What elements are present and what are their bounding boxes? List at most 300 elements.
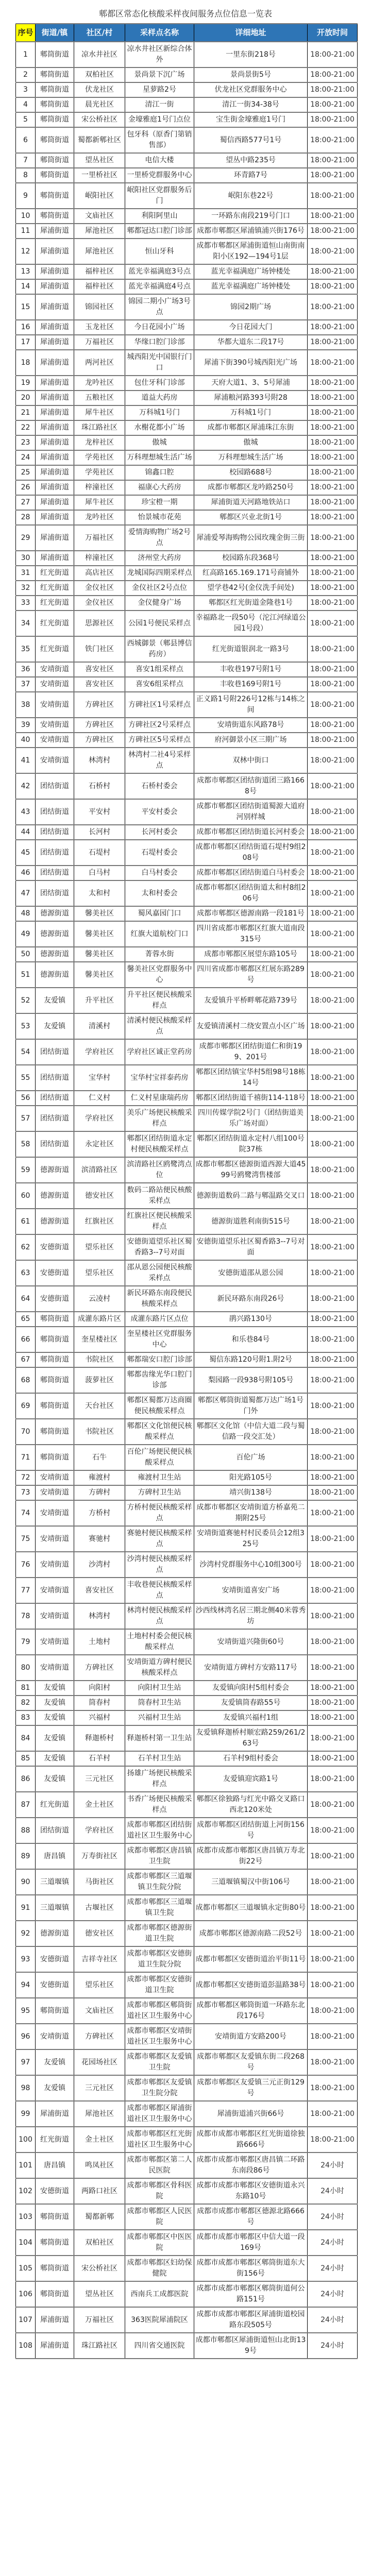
cell-index: 74 [16, 1500, 36, 1526]
cell-index: 24 [16, 450, 36, 465]
cell-open-time: 18:00-21:00 [308, 465, 358, 480]
cell-site-name: 西南兵工成都医院 [125, 2281, 194, 2307]
table-row [16, 1751, 358, 1766]
cell-site-name: 石桥村委会 [125, 773, 194, 799]
header-address: 详细地址 [194, 24, 308, 42]
cell-community: 万福社区 [74, 525, 125, 551]
cell-address: 一环路东南段219号门口 [194, 209, 308, 224]
cell-index: 106 [16, 2281, 36, 2307]
cell-index: 57 [16, 1106, 36, 1131]
cell-street: 犀浦街道 [36, 405, 74, 420]
cell-street: 郫筒街道 [36, 168, 74, 183]
cell-open-time: 18:00-21:00 [308, 1629, 358, 1655]
cell-index: 105 [16, 2256, 36, 2281]
cell-site-name: 成都市郫都区德源街道卫生院 [125, 1921, 194, 1946]
cell-index: 73 [16, 1485, 36, 1500]
cell-street: 红光街道 [36, 566, 74, 581]
cell-index: 54 [16, 1039, 36, 1065]
cell-community: 馨美社区 [74, 947, 125, 962]
cell-street: 德源街道 [36, 1157, 74, 1183]
cell-index: 67 [16, 1352, 36, 1367]
cell-site-name: 雍渡村卫生站 [125, 1470, 194, 1485]
cell-site-name: 蜀风嘉园门口 [125, 906, 194, 921]
cell-site-name: 奎星楼社区党群服务中心 [125, 1327, 194, 1352]
cell-community: 土地村 [74, 1629, 125, 1655]
table-row [16, 1725, 358, 1751]
cell-street: 安靖街道 [36, 1629, 74, 1655]
cell-site-name: 凉水井社区新综合体外 [125, 42, 194, 67]
cell-site-name: 喜安1组采样点 [125, 662, 194, 677]
cell-index: 25 [16, 465, 36, 480]
cell-street: 红光街道 [36, 581, 74, 596]
cell-street: 犀浦街道 [36, 525, 74, 551]
cell-open-time: 18:00-21:00 [308, 1485, 358, 1500]
cell-index: 45 [16, 840, 36, 866]
cell-site-name: 城西阳光中国银行门口 [125, 350, 194, 376]
table-row [16, 510, 358, 525]
cell-open-time: 18:00-21:00 [308, 450, 358, 465]
table-row [16, 320, 358, 335]
cell-site-name: 一里桥党群服务中心 [125, 168, 194, 183]
table-row [16, 718, 358, 733]
cell-open-time: 18:00-21:00 [308, 1946, 358, 1972]
cell-open-time: 18:00-21:00 [308, 510, 358, 525]
cell-site-name: 电信大楼 [125, 153, 194, 168]
cell-open-time: 18:00-21:00 [308, 1751, 358, 1766]
cell-site-name: 成都市郫都区第二人民医院 [125, 2153, 194, 2178]
table-row [16, 42, 358, 67]
cell-address: 犀浦下街390号城西阳光广场 [194, 350, 308, 376]
cell-index: 5 [16, 112, 36, 127]
cell-community: 学苑社区 [74, 450, 125, 465]
cell-street: 郫筒街道 [36, 1367, 74, 1393]
cell-street: 犀浦街道 [36, 551, 74, 566]
cell-community: 石堤村 [74, 840, 125, 866]
cell-address: 四川传媒学院2号门（团结街道美乐广场对面） [194, 1106, 308, 1131]
cell-open-time: 18:00-21:00 [308, 480, 358, 495]
cell-street: 友爱镇 [36, 988, 74, 1013]
cell-community: 兴福村 [74, 1710, 125, 1725]
cell-address: 天府大道1、3、5号犀浦 [194, 376, 308, 391]
cell-address: 犀浦爱琴海购物公园玫瑰金街三街 [194, 525, 308, 551]
cell-community: 犀池社区 [74, 2101, 125, 2127]
cell-index: 33 [16, 596, 36, 611]
cell-site-name: 百伦广场便民便民核酸采样点 [125, 1445, 194, 1470]
cell-community: 铁门社区 [74, 636, 125, 662]
cell-street: 团结街道 [36, 880, 74, 906]
cell-community: 望丛社区 [74, 2281, 125, 2307]
cell-index: 37 [16, 677, 36, 692]
cell-street: 安靖街道 [36, 1485, 74, 1500]
cell-open-time: 18:00-21:00 [308, 692, 358, 718]
table-row [16, 2024, 358, 2049]
cell-address: 安靖街道赛驰村村民委员会12组325号 [194, 1526, 308, 1552]
cell-site-name: 成都市郫都区人民医院 [125, 2204, 194, 2230]
header-site-name: 采样点名称 [125, 24, 194, 42]
table-row [16, 799, 358, 825]
table-row [16, 1843, 358, 1869]
cell-address: 安靖街道兴隆街60号 [194, 1629, 308, 1655]
cell-street: 安靖街道 [36, 1552, 74, 1578]
cell-street: 郫筒街道 [36, 1445, 74, 1470]
cell-community: 岷阳社区 [74, 183, 125, 209]
cell-community: 长河村 [74, 825, 125, 840]
cell-street: 郫筒街道 [36, 153, 74, 168]
cell-address: 成都市郫都区德源南路一段181号 [194, 906, 308, 921]
cell-open-time: 18:00-21:00 [308, 435, 358, 450]
cell-open-time: 18:00-21:00 [308, 773, 358, 799]
cell-index: 55 [16, 1065, 36, 1091]
cell-community: 凉水井社区 [74, 42, 125, 67]
cell-site-name: 西城御景（郫县博信药房） [125, 636, 194, 662]
cell-community: 三元社区 [74, 1766, 125, 1792]
table-row [16, 2204, 358, 2230]
cell-street: 犀浦街道 [36, 2307, 74, 2333]
cell-address: 安靖街道喜安广场 [194, 1578, 308, 1603]
cell-index: 79 [16, 1629, 36, 1655]
table-row [16, 1260, 358, 1286]
cell-address: 靖兴街138号 [194, 1485, 308, 1500]
cell-open-time: 18:00-21:00 [308, 1352, 358, 1367]
cell-index: 30 [16, 551, 36, 566]
cell-community: 吉祥寺社区 [74, 1946, 125, 1972]
table-row [16, 209, 358, 224]
cell-street: 三道堰镇 [36, 1895, 74, 1921]
cell-open-time: 18:00-21:00 [308, 1327, 358, 1352]
cell-community: 万福社区 [74, 2307, 125, 2333]
cell-street: 德源街道 [36, 906, 74, 921]
cell-address: 成都市成都市郫都区犀浦街道校园路东段505号 [194, 2307, 308, 2333]
cell-open-time: 18:00-21:00 [308, 988, 358, 1013]
cell-site-name: 锦鑫口腔 [125, 465, 194, 480]
cell-community: 玉龙社区 [74, 320, 125, 335]
cell-open-time: 18:00-21:00 [308, 1552, 358, 1578]
cell-address: 成都市郫都区团结街道蜀源大道府河别样城 [194, 799, 308, 825]
cell-open-time: 18:00-21:00 [308, 495, 358, 510]
cell-street: 安靖街道 [36, 662, 74, 677]
table-row [16, 566, 358, 581]
cell-index: 64 [16, 1286, 36, 1312]
cell-open-time: 18:00-21:00 [308, 97, 358, 112]
cell-street: 友爱镇 [36, 2049, 74, 2075]
cell-address: 双林中街口 [194, 748, 308, 773]
cell-address: 沙湾村党群服务中心10组300号 [194, 1552, 308, 1578]
cell-community: 清溪村 [74, 1013, 125, 1039]
cell-open-time: 18:00-21:00 [308, 1106, 358, 1131]
cell-site-name: 包牙科（原香门第销售部） [125, 127, 194, 153]
cell-index: 66 [16, 1327, 36, 1352]
cell-index: 28 [16, 510, 36, 525]
cell-address: 清江一街34-38号 [194, 97, 308, 112]
cell-index: 71 [16, 1445, 36, 1470]
cell-community: 蜀都新郫社区 [74, 127, 125, 153]
table-row [16, 224, 358, 239]
cell-street: 郫筒街道 [36, 97, 74, 112]
table-row [16, 1485, 358, 1500]
cell-address: 锦园2期广场 [194, 294, 308, 320]
cell-community: 文庙社区 [74, 1998, 125, 2024]
table-row [16, 581, 358, 596]
table-row [16, 420, 358, 435]
cell-site-name: 清江一街 [125, 97, 194, 112]
cell-community: 学苑社区 [74, 465, 125, 480]
cell-index: 39 [16, 718, 36, 733]
cell-community: 学府社区 [74, 1039, 125, 1065]
cell-open-time: 18:00-21:00 [308, 1921, 358, 1946]
cell-site-name: 景尚景下沉广场 [125, 67, 194, 82]
cell-index: 16 [16, 320, 36, 335]
cell-address: 丰收巷197号附1号 [194, 662, 308, 677]
table-row [16, 2075, 358, 2101]
table-row [16, 1039, 358, 1065]
cell-street: 红光街道 [36, 2127, 74, 2153]
cell-open-time: 18:00-21:00 [308, 921, 358, 947]
cell-community: 仁义村 [74, 1091, 125, 1106]
cell-site-name: 郫都齿缘光华口腔门诊部 [125, 1367, 194, 1393]
cell-street: 唐昌镇 [36, 1843, 74, 1869]
cell-street: 安靖街道 [36, 1500, 74, 1526]
cell-site-name: 爱情海购物广场2号点 [125, 525, 194, 551]
cell-community: 林湾村 [74, 1603, 125, 1629]
cell-street: 郫筒街道 [36, 82, 74, 97]
cell-community: 宋公桥社区 [74, 2256, 125, 2281]
cell-site-name: 白马村委会 [125, 866, 194, 880]
table-row [16, 480, 358, 495]
cell-open-time: 24小时 [308, 2153, 358, 2178]
cell-address: 成都市郫都区犀浦珠江东街 [194, 420, 308, 435]
cell-street: 团结街道 [36, 1065, 74, 1091]
table-row [16, 1352, 358, 1367]
cell-index: 27 [16, 495, 36, 510]
cell-index: 92 [16, 1921, 36, 1946]
cell-index: 70 [16, 1419, 36, 1445]
cell-community: 向阳村 [74, 1681, 125, 1696]
cell-open-time: 18:00-21:00 [308, 1578, 358, 1603]
cell-index: 20 [16, 391, 36, 405]
cell-index: 4 [16, 97, 36, 112]
cell-open-time: 18:00-21:00 [308, 153, 358, 168]
table-row [16, 239, 358, 264]
cell-address: 德源街道胜利南街515号 [194, 1209, 308, 1234]
cell-open-time: 18:00-21:00 [308, 1895, 358, 1921]
cell-community: 蜀都新郫 [74, 2204, 125, 2230]
cell-street: 安德街道 [36, 1234, 74, 1260]
cell-street: 安德街道 [36, 1260, 74, 1286]
cell-address: 三道堰镇蜀汉中街106号 [194, 1869, 308, 1895]
cell-open-time: 18:00-21:00 [308, 1091, 358, 1106]
cell-index: 81 [16, 1681, 36, 1696]
cell-index: 76 [16, 1552, 36, 1578]
cell-index: 15 [16, 294, 36, 320]
cell-index: 19 [16, 376, 36, 391]
cell-community: 赛驰村 [74, 1526, 125, 1552]
table-row [16, 1766, 358, 1792]
cell-address: 成都市郫都区团结街道仁和街199、201号 [194, 1039, 308, 1065]
table-row [16, 153, 358, 168]
cell-open-time: 18:00-21:00 [308, 581, 358, 596]
cell-community: 金仪社区 [74, 581, 125, 596]
cell-address: 景尚景街5号 [194, 67, 308, 82]
cell-address: 宝生街金壕雅庭1号门 [194, 112, 308, 127]
cell-index: 18 [16, 350, 36, 376]
cell-site-name: 石堤村委会 [125, 840, 194, 866]
cell-open-time: 18:00-21:00 [308, 1419, 358, 1445]
cell-index: 86 [16, 1766, 36, 1792]
cell-index: 94 [16, 1972, 36, 1998]
cell-index: 48 [16, 906, 36, 921]
table-row [16, 1946, 358, 1972]
cell-community: 永定社区 [74, 1131, 125, 1157]
cell-open-time: 18:00-21:00 [308, 2127, 358, 2153]
cell-site-name: 福康心大药房 [125, 480, 194, 495]
cell-site-name: 石羊村卫生站 [125, 1751, 194, 1766]
cell-community: 双柏社区 [74, 67, 125, 82]
cell-index: 63 [16, 1260, 36, 1286]
table-row [16, 1792, 358, 1818]
cell-open-time: 18:00-21:00 [308, 718, 358, 733]
cell-site-name: 数码二路站便民核酸采样点 [125, 1183, 194, 1209]
table-row [16, 1286, 358, 1312]
cell-open-time: 18:00-21:00 [308, 677, 358, 692]
cell-address: 郫都区红光街道金隆巷1号 [194, 596, 308, 611]
cell-open-time: 18:00-21:00 [308, 209, 358, 224]
table-row [16, 1419, 358, 1445]
table-row [16, 1234, 358, 1260]
cell-community: 花园场社区 [74, 2049, 125, 2075]
cell-site-name: 成都市郫都区安靖街道社区卫生服务中心 [125, 2024, 194, 2049]
cell-open-time: 18:00-21:00 [308, 1445, 358, 1470]
cell-community: 两路口社区 [74, 2178, 125, 2204]
cell-open-time: 18:00-21:00 [308, 611, 358, 636]
cell-street: 犀浦街道 [36, 510, 74, 525]
table-row [16, 636, 358, 662]
cell-community: 文庙社区 [74, 209, 125, 224]
cell-address: 红光街道银润北一路3号 [194, 636, 308, 662]
cell-index: 87 [16, 1792, 36, 1818]
cell-site-name: 万科城1号门 [125, 405, 194, 420]
cell-street: 安德街道 [36, 1286, 74, 1312]
cell-street: 团结街道 [36, 1818, 74, 1843]
cell-index: 6 [16, 127, 36, 153]
cell-address: 蜀信西路577号1号 [194, 127, 308, 153]
cell-community: 珠江路社区 [74, 2333, 125, 2359]
cell-index: 51 [16, 962, 36, 988]
cell-site-name: 红旗大道航校门口 [125, 921, 194, 947]
cell-index: 77 [16, 1578, 36, 1603]
cell-open-time: 18:00-21:00 [308, 183, 358, 209]
cell-open-time: 18:00-21:00 [308, 168, 358, 183]
cell-street: 犀浦街道 [36, 495, 74, 510]
cell-site-name: 馨美社区党群服务中心 [125, 962, 194, 988]
cell-address: 和乐巷84号 [194, 1327, 308, 1352]
cell-site-name: 郫都区文化馆便民核酸采样点 [125, 1419, 194, 1445]
cell-street: 郫筒街道 [36, 67, 74, 82]
cell-address: 安靖街道东风路78号 [194, 718, 308, 733]
cell-open-time: 18:00-21:00 [308, 1869, 358, 1895]
cell-site-name: 包仕牙科门诊部 [125, 376, 194, 391]
cell-community: 雍渡村 [74, 1470, 125, 1485]
cell-address: 犀浦街道天河路地铁站口 [194, 495, 308, 510]
cell-community: 望丛社区 [74, 153, 125, 168]
cell-street: 德源街道 [36, 1209, 74, 1234]
cell-index: 91 [16, 1895, 36, 1921]
cell-open-time: 18:00-21:00 [308, 962, 358, 988]
cell-community: 喜安社区 [74, 1578, 125, 1603]
cell-index: 49 [16, 921, 36, 947]
cell-address: 万科理想城生活广场 [194, 450, 308, 465]
cell-address: 成都市郫都区犀浦镇浦兴街176号 [194, 224, 308, 239]
cell-index: 65 [16, 1312, 36, 1327]
cell-site-name: 363医院犀浦院区 [125, 2307, 194, 2333]
cell-community: 犀牛社区 [74, 495, 125, 510]
cell-community: 方碑社区 [74, 2024, 125, 2049]
cell-site-name: 喜安6组采样点 [125, 677, 194, 692]
cell-address: 丰收巷169号附1号 [194, 677, 308, 692]
cell-site-name: 济州堂大药房 [125, 551, 194, 566]
cell-open-time: 18:00-21:00 [308, 335, 358, 350]
cell-community: 望乐社区 [74, 1234, 125, 1260]
cell-street: 犀浦街道 [36, 391, 74, 405]
cell-index: 11 [16, 224, 36, 239]
cell-address: 成都市郫都区德源南路二段52号 [194, 1921, 308, 1946]
cell-site-name: 万科理想城生活广场 [125, 450, 194, 465]
table-row [16, 1895, 358, 1921]
cell-open-time: 24小时 [308, 2281, 358, 2307]
cell-index: 34 [16, 611, 36, 636]
cell-community: 馨美社区 [74, 962, 125, 988]
cell-site-name: 土地村村委会便民核酸采样点 [125, 1629, 194, 1655]
cell-street: 团结街道 [36, 840, 74, 866]
cell-address: 正义路1号附226号12栋与14栋之间 [194, 692, 308, 718]
cell-community: 书院社区 [74, 1419, 125, 1445]
cell-street: 安德街道 [36, 2178, 74, 2204]
cell-community: 云凌村 [74, 1286, 125, 1312]
cell-open-time: 18:00-21:00 [308, 239, 358, 264]
cell-address: 成都市成都市郫都区郫筒街道何公路151号 [194, 2281, 308, 2307]
cell-index: 42 [16, 773, 36, 799]
cell-community: 德安社区 [74, 1183, 125, 1209]
cell-open-time: 18:00-21:00 [308, 420, 358, 435]
cell-index: 32 [16, 581, 36, 596]
cell-address: 沙西线林湾名居三期北侧40米蓉秀坊 [194, 1603, 308, 1629]
cell-site-name: 邵从恩公园便民核酸采样点 [125, 1260, 194, 1286]
cell-open-time: 18:00-21:00 [308, 525, 358, 551]
cell-open-time: 18:00-21:00 [308, 1393, 358, 1419]
cell-index: 93 [16, 1946, 36, 1972]
cell-community: 方碑社区 [74, 733, 125, 748]
cell-address: 蓝光幸福满庭广场钟楼处 [194, 264, 308, 279]
cell-open-time: 18:00-21:00 [308, 2024, 358, 2049]
cell-open-time: 18:00-21:00 [308, 1183, 358, 1209]
cell-index: 52 [16, 988, 36, 1013]
table-row [16, 551, 358, 566]
cell-community: 喜安社区 [74, 677, 125, 692]
cell-open-time: 18:00-21:00 [308, 947, 358, 962]
cell-open-time: 18:00-21:00 [308, 1818, 358, 1843]
cell-open-time: 18:00-21:00 [308, 279, 358, 294]
table-row [16, 2256, 358, 2281]
cell-address: 成都市郫都区团结街道上河街156号 [194, 1818, 308, 1843]
cell-address: 友爱镇兴福村1组 [194, 1710, 308, 1725]
cell-address: 郫都区团结街道千禧街114-118号 [194, 1091, 308, 1106]
table-row [16, 1972, 358, 1998]
cell-address: 成都市郫都区展望东路105号 [194, 947, 308, 962]
table-row [16, 279, 358, 294]
cell-site-name: 成都市郫都区唐昌镇卫生院 [125, 1843, 194, 1869]
cell-community: 龙吟社区 [74, 510, 125, 525]
cell-address: 成都市郫都区友爱镇东街二段268号 [194, 2049, 308, 2075]
cell-open-time: 18:00-21:00 [308, 294, 358, 320]
